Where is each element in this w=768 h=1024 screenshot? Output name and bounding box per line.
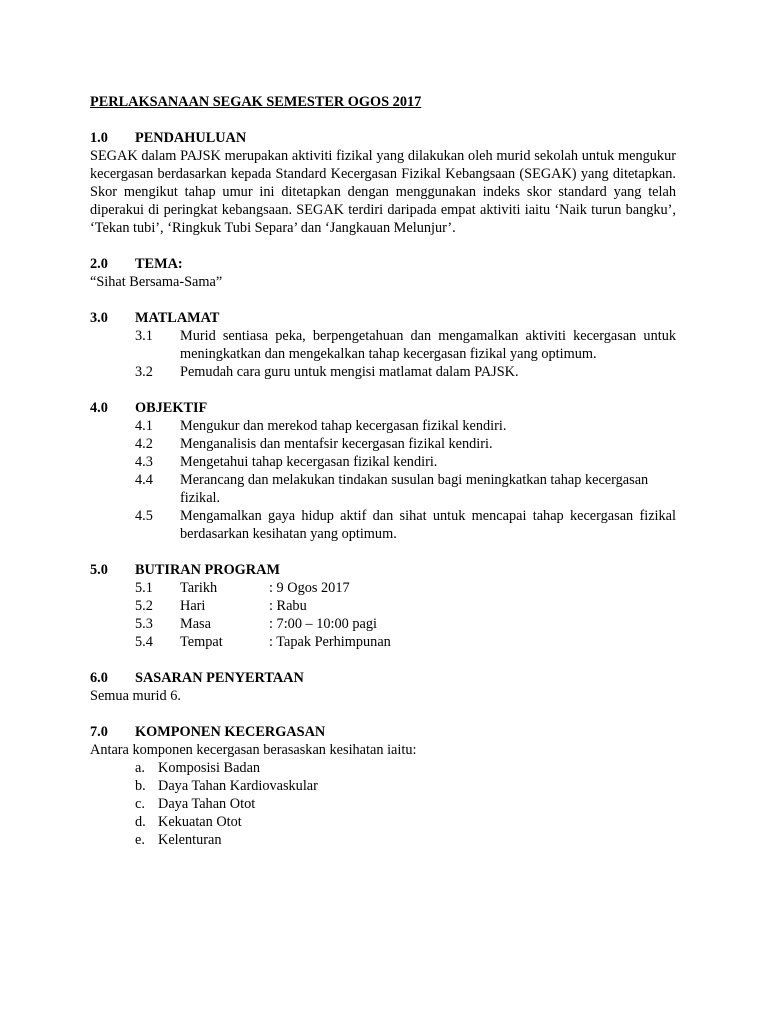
section-number: 6.0: [90, 670, 108, 686]
item-text: Menganalisis dan mentafsir kecergasan fizikal kendiri.: [180, 436, 493, 452]
item-text: Mengukur dan merekod tahap kecergasan fizikal kendiri.: [180, 418, 507, 434]
item-number: 4.3: [135, 454, 153, 470]
list-item: [135, 759, 676, 777]
detail-row-tempat: [135, 633, 676, 651]
detail-label: Tempat: [180, 634, 223, 650]
theme-text: “Sihat Bersama-Sama”: [90, 274, 223, 290]
section-tema: [90, 255, 676, 291]
section-heading: [90, 129, 676, 147]
detail-label: Tarikh: [180, 580, 218, 596]
item-number: 4.2: [135, 436, 153, 452]
item-number: 4.1: [135, 418, 153, 434]
detail-value: : Rabu: [269, 598, 307, 614]
section-heading: [90, 399, 676, 417]
section-sasaran-penyertaan: [90, 669, 676, 705]
item-letter: b.: [135, 778, 146, 794]
list-item: [135, 435, 676, 453]
section-matlamat: [90, 309, 676, 381]
section-paragraph: SEGAK dalam PAJSK merupakan aktiviti fizikal yang dilakukan oleh murid sekolah untuk mengukur kecergasan berdasarkan kepada Standard Kecergasan Fizikal Kebangsaan (SEGAK) yang ditetapkan. Skor mengikut tahap umur ini ditetapkan dengan menggunakan indeks skor standard yang telah diperakui di peringkat kebangsaan. SEGAK terdiri daripada empat aktiviti iaitu ‘Naik turun bangku’, ‘Tekan tubi’, ‘Ringkuk Tubi Separa’ dan ‘Jangkauan Melunjur’.: [90, 148, 676, 236]
item-number: 3.2: [135, 364, 153, 380]
item-text: Mengamalkan gaya hidup aktif dan sihat untuk mencapai tahap kecergasan fizikal berdasarkan kesihatan yang optimum.: [180, 508, 676, 542]
section-heading: [90, 723, 676, 741]
section-heading: [90, 255, 676, 273]
list-item: [135, 507, 676, 543]
item-letter: e.: [135, 832, 145, 848]
item-text: Daya Tahan Otot: [158, 796, 256, 812]
detail-number: 5.2: [135, 598, 153, 614]
section-pendahuluan: [90, 129, 676, 237]
list-item: [135, 363, 676, 381]
section-title: OBJEKTIF: [135, 400, 208, 416]
section-number: 7.0: [90, 724, 108, 740]
item-text: Pemudah cara guru untuk mengisi matlamat dalam PAJSK.: [180, 364, 519, 380]
section-objektif: [90, 399, 676, 543]
detail-value: : Tapak Perhimpunan: [269, 634, 391, 650]
section-number: 2.0: [90, 256, 108, 272]
item-text: Kekuatan Otot: [158, 814, 242, 830]
section-number: 1.0: [90, 130, 108, 146]
item-letter: a.: [135, 760, 145, 776]
detail-number: 5.3: [135, 616, 153, 632]
list-item: [135, 453, 676, 471]
detail-row-tarikh: [135, 579, 676, 597]
section-heading: [90, 669, 676, 687]
list-item: [135, 795, 676, 813]
item-text: Murid sentiasa peka, berpengetahuan dan mengamalkan aktiviti kecergasan untuk meningkatkan dan mengekalkan tahap kecergasan fizikal yang optimum.: [180, 328, 676, 362]
section-number: 4.0: [90, 400, 108, 416]
section-number: 5.0: [90, 562, 108, 578]
list-item: [135, 831, 676, 849]
detail-value: : 7:00 – 10:00 pagi: [269, 616, 378, 632]
section-butiran-program: [90, 561, 676, 651]
list-item: [135, 813, 676, 831]
detail-number: 5.1: [135, 580, 153, 596]
section-title: TEMA:: [135, 256, 183, 272]
item-letter: c.: [135, 796, 145, 812]
list-item: [135, 327, 676, 363]
list-item: [135, 777, 676, 795]
item-number: 4.5: [135, 508, 153, 524]
item-text: Daya Tahan Kardiovaskular: [158, 778, 318, 794]
document-title: PERLAKSANAAN SEGAK SEMESTER OGOS 2017: [90, 94, 422, 110]
section-heading: [90, 561, 676, 579]
item-text: Mengetahui tahap kecergasan fizikal kendiri.: [180, 454, 438, 470]
detail-number: 5.4: [135, 634, 153, 650]
list-item: [135, 471, 676, 507]
detail-row-masa: [135, 615, 676, 633]
section-number: 3.0: [90, 310, 108, 326]
section-title: BUTIRAN PROGRAM: [135, 562, 280, 578]
section-paragraph: Semua murid 6.: [90, 688, 181, 704]
section-title: SASARAN PENYERTAAN: [135, 670, 304, 686]
section-title: PENDAHULUAN: [135, 130, 247, 146]
section-heading: [90, 309, 676, 327]
document-body: [90, 93, 676, 849]
item-number: 3.1: [135, 328, 153, 344]
detail-label: Masa: [180, 616, 211, 632]
item-letter: d.: [135, 814, 146, 830]
detail-row-hari: [135, 597, 676, 615]
item-text: Kelenturan: [158, 832, 222, 848]
detail-label: Hari: [180, 598, 206, 614]
section-intro: Antara komponen kecergasan berasaskan kesihatan iaitu:: [90, 742, 417, 758]
detail-value: : 9 Ogos 2017: [269, 580, 350, 596]
list-item: [135, 417, 676, 435]
section-title: MATLAMAT: [135, 310, 220, 326]
section-title: KOMPONEN KECERGASAN: [135, 724, 326, 740]
item-text: Komposisi Badan: [158, 760, 261, 776]
item-number: 4.4: [135, 472, 153, 488]
item-text: Merancang dan melakukan tindakan susulan bagi meningkatkan tahap kecergasan fizikal.: [180, 472, 649, 506]
section-komponen-kecergasan: [90, 723, 676, 849]
